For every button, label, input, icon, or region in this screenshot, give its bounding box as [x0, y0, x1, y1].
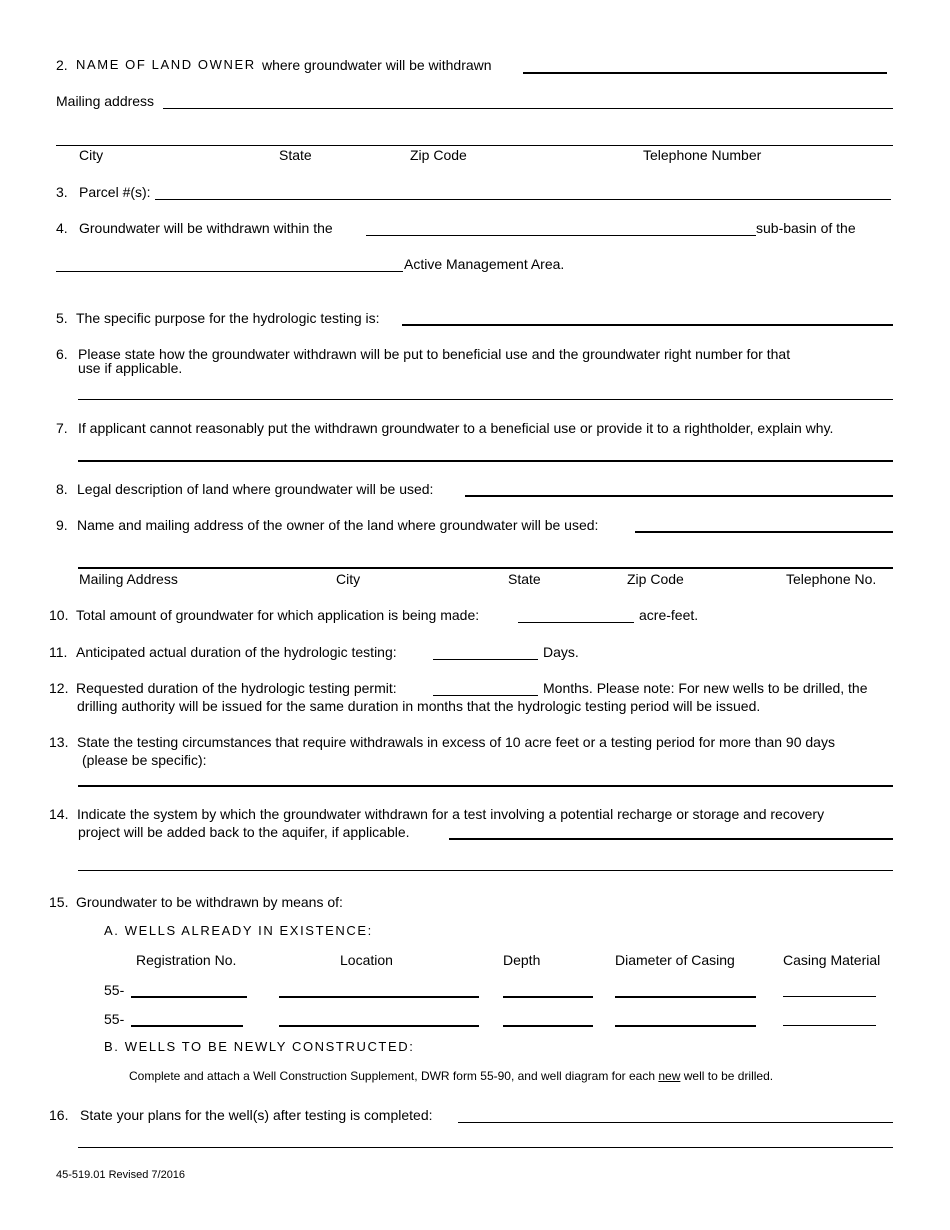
well-row2-depth-field[interactable]	[503, 1025, 593, 1027]
q12-unit: Months. Please note: For new wells to be drilled, the	[543, 680, 868, 696]
explain-why-field[interactable]	[78, 460, 893, 462]
q9-label: Name and mailing address of the owner of the land where groundwater will be used:	[77, 517, 599, 533]
q2-state-label: State	[279, 147, 312, 163]
well-row1-registration-field[interactable]	[131, 996, 247, 998]
q15-label: Groundwater to be withdrawn by means of:	[76, 894, 343, 910]
form-number: 45-519.01 Revised 7/2016	[56, 1169, 186, 1181]
owner-name-field[interactable]	[635, 531, 893, 533]
q16-number: 16.	[49, 1107, 69, 1123]
beneficial-use-field[interactable]	[78, 399, 893, 400]
q15-number: 15.	[49, 894, 69, 910]
parcel-field[interactable]	[155, 199, 891, 200]
q11-unit: Days.	[543, 644, 579, 660]
q15-a-label: A. WELLS ALREADY IN EXISTENCE:	[104, 923, 373, 938]
q12-number: 12.	[49, 680, 69, 696]
well-row2-prefix: 55-	[104, 1011, 125, 1027]
well-row1-location-field[interactable]	[279, 996, 479, 998]
recharge-system-field-line2[interactable]	[78, 870, 893, 871]
q3-label: Parcel #(s):	[79, 184, 151, 200]
q15-b-note-new: new	[658, 1069, 681, 1083]
q2-phone-label: Telephone Number	[643, 147, 762, 163]
well-row1-prefix: 55-	[104, 982, 125, 998]
q6-line2: use if applicable.	[78, 360, 183, 376]
header-location: Location	[340, 952, 393, 968]
land-owner-name-field[interactable]	[523, 72, 887, 74]
q2-label-rest: where groundwater will be withdrawn	[262, 57, 492, 73]
q9-city-label: City	[336, 571, 361, 587]
purpose-field[interactable]	[402, 324, 893, 326]
q10-number: 10.	[49, 607, 69, 623]
q4-line2: Active Management Area.	[404, 256, 565, 272]
well-row2-location-field[interactable]	[279, 1025, 479, 1027]
q2-number: 2.	[56, 57, 68, 73]
q12-label: Requested duration of the hydrologic testing permit:	[76, 680, 397, 696]
header-registration: Registration No.	[136, 952, 237, 968]
q14-number: 14.	[49, 806, 69, 822]
q7-number: 7.	[56, 420, 68, 436]
sub-basin-field[interactable]	[366, 235, 756, 236]
q6-line1: Please state how the groundwater withdrawn will be put to beneficial use and the groundwater right number for that	[78, 346, 791, 362]
well-row2-material-field[interactable]	[783, 1025, 876, 1026]
q4-number: 4.	[56, 220, 68, 236]
legal-description-field[interactable]	[465, 495, 893, 497]
q4-label: Groundwater will be withdrawn within the	[79, 220, 333, 236]
q11-label: Anticipated actual duration of the hydrologic testing:	[76, 644, 397, 660]
q14-line1: Indicate the system by which the groundwater withdrawn for a test involving a potential recharge or storage and recovery	[77, 806, 825, 822]
well-row1-depth-field[interactable]	[503, 996, 593, 998]
q11-number: 11.	[49, 644, 68, 660]
owner-address-field[interactable]	[78, 567, 893, 569]
header-casing-material: Casing Material	[783, 952, 881, 968]
days-field[interactable]	[433, 659, 538, 660]
testing-circumstances-field[interactable]	[78, 785, 893, 787]
header-diameter: Diameter of Casing	[615, 952, 735, 968]
q9-number: 9.	[56, 517, 68, 533]
well-row2-registration-field[interactable]	[131, 1025, 243, 1027]
recharge-system-field[interactable]	[449, 838, 893, 840]
q5-label: The specific purpose for the hydrologic testing is:	[76, 310, 380, 326]
q13-line1: State the testing circumstances that require withdrawals in excess of 10 acre feet or a testing period for more than 90 days	[77, 734, 835, 750]
q13-number: 13.	[49, 734, 69, 750]
months-field[interactable]	[433, 695, 538, 696]
q9-zip-label: Zip Code	[627, 571, 684, 587]
q5-number: 5.	[56, 310, 68, 326]
q2-zip-label: Zip Code	[410, 147, 467, 163]
city-state-zip-field[interactable]	[56, 145, 893, 146]
well-plans-field[interactable]	[458, 1122, 893, 1123]
q16-label: State your plans for the well(s) after testing is completed:	[80, 1107, 433, 1123]
q4-suffix: sub-basin of the	[756, 220, 856, 236]
q15-b-note-pre: Complete and attach a Well Construction Supplement, DWR form 55-90, and well diagram for each	[129, 1069, 656, 1083]
q15-b-note	[129, 1068, 773, 1084]
q14-line2: project will be added back to the aquifer, if applicable.	[78, 824, 410, 840]
q12-line2: drilling authority will be issued for the same duration in months that the hydrologic testing period will be issued.	[77, 698, 761, 714]
q15-b-label: B. WELLS TO BE NEWLY CONSTRUCTED:	[104, 1039, 415, 1054]
q8-label: Legal description of land where groundwater will be used:	[77, 481, 434, 497]
q10-unit: acre-feet.	[639, 607, 699, 623]
q15-b-note-post: well to be drilled.	[683, 1069, 774, 1083]
mailing-address-label: Mailing address	[56, 93, 155, 109]
q9-state-label: State	[508, 571, 541, 587]
q3-number: 3.	[56, 184, 68, 200]
q13-line2: (please be specific):	[82, 752, 207, 768]
well-plans-field-line2[interactable]	[78, 1147, 893, 1148]
q8-number: 8.	[56, 481, 68, 497]
q2-label-caps: NAME OF LAND OWNER	[76, 57, 256, 72]
q9-mailing-label: Mailing Address	[79, 571, 178, 587]
q2-city-label: City	[79, 147, 104, 163]
ama-field[interactable]	[56, 271, 403, 272]
q6-number: 6.	[56, 346, 68, 362]
well-row1-diameter-field[interactable]	[615, 996, 756, 998]
q9-phone-label: Telephone No.	[786, 571, 877, 587]
well-row2-diameter-field[interactable]	[615, 1025, 756, 1027]
well-row1-material-field[interactable]	[783, 996, 876, 997]
acre-feet-field[interactable]	[518, 622, 634, 623]
header-depth: Depth	[503, 952, 541, 968]
mailing-address-field[interactable]	[163, 108, 893, 109]
q7-label: If applicant cannot reasonably put the withdrawn groundwater to a beneficial use or provide it to a rightholder, explain why.	[78, 420, 834, 436]
q10-label: Total amount of groundwater for which application is being made:	[76, 607, 480, 623]
